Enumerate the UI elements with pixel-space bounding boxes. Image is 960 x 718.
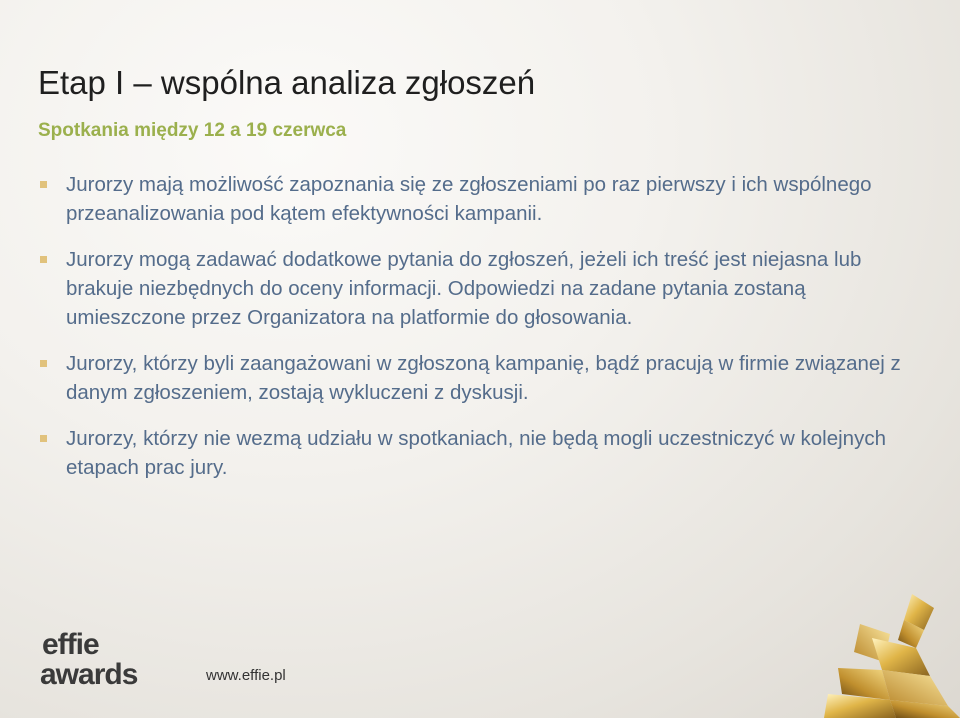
- bullet-list: [38, 170, 918, 499]
- slide-subtitle: Spotkania między 12 a 19 czerwca: [38, 120, 347, 141]
- website-url: www.effie.pl: [206, 667, 286, 684]
- effie-awards-logo: [40, 628, 180, 688]
- square-bullet-icon: [40, 360, 47, 367]
- bullet-item: [38, 424, 918, 482]
- gold-trophy-icon: [820, 590, 960, 718]
- square-bullet-icon: [40, 256, 47, 263]
- square-bullet-icon: [40, 435, 47, 442]
- square-bullet-icon: [40, 181, 47, 188]
- logo-line1: effie: [42, 628, 99, 661]
- bullet-item: [38, 349, 918, 407]
- bullet-text: Jurorzy mogą zadawać dodatkowe pytania do zgłoszeń, jeżeli ich treść jest niejasna lub brakuje niezbędnych do oceny informacji. Odpowiedzi na zadane pytania zostaną umieszczone przez Organizatora na platformie do głosowania.: [66, 248, 862, 329]
- bullet-text: Jurorzy, którzy nie wezmą udziału w spotkaniach, nie będą mogli uczestniczyć w kolejnych etapach prac jury.: [66, 427, 886, 479]
- slide-title: Etap I – wspólna analiza zgłoszeń: [38, 64, 536, 101]
- bullet-item: [38, 245, 918, 332]
- bullet-text: Jurorzy mają możliwość zapoznania się ze zgłoszeniami po raz pierwszy i ich wspólnego przeanalizowania pod kątem efektywności kampanii.: [66, 173, 872, 225]
- bullet-text: Jurorzy, którzy byli zaangażowani w zgłoszoną kampanię, bądź pracują w firmie związanej z danym zgłoszeniem, zostają wykluczeni z dyskusji.: [66, 352, 901, 404]
- bullet-item: [38, 170, 918, 228]
- logo-line2: awards: [40, 658, 138, 688]
